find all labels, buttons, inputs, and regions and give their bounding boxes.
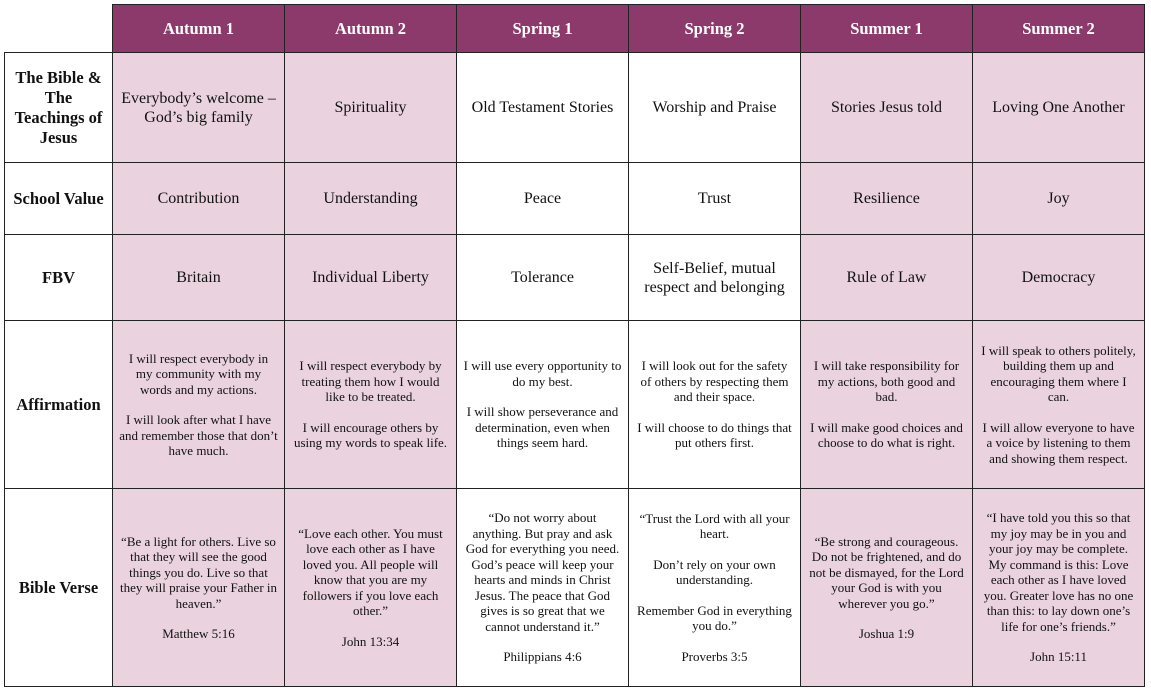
table-cell: Old Testament Stories [457,53,629,163]
verse-reference: Joshua 1:9 [858,626,915,641]
term-header-spring-1: Spring 1 [457,5,629,53]
school-value-row [5,163,1145,235]
verse-reference: Matthew 5:16 [162,626,235,641]
row-label-school-value: School Value [5,163,113,235]
table-cell [113,321,285,489]
bible-verse-row [5,489,1145,687]
verse-text: Remember God in everything you do.” [637,602,792,634]
term-header-autumn-2: Autumn 2 [285,5,457,53]
affirmation-row [5,321,1145,489]
table-cell: Individual Liberty [285,235,457,321]
corner-cell [5,5,113,53]
verse-reference: John 13:34 [341,633,400,649]
table-cell: Peace [457,163,629,235]
verse-reference: Proverbs 3:5 [681,648,748,664]
bible-teachings-row [5,53,1145,163]
verse-text: “Be a light for others. Live so that they will see the good things you do. Live so that they will praise your Father in heaven.” [119,533,278,611]
table-cell: Spirituality [285,53,457,163]
table-cell [285,489,457,687]
affirmation-text: I will encourage others by using my words to speak life. [293,419,448,451]
row-label-affirmation: Affirmation [5,321,113,489]
verse-text: “Do not worry about anything. But pray and ask God for everything you need. God’s peace will keep your hearts and minds in Christ Jesus. The peace that God gives is so great that we cannot understand it.” [465,510,620,634]
table-cell: Contribution [113,163,285,235]
term-header-autumn-1: Autumn 1 [113,5,285,53]
table-cell [113,489,285,687]
affirmation-text: I will show perseverance and determination, even when things seem hard. [466,404,619,451]
table-cell: Democracy [973,235,1145,321]
table-cell [457,321,629,489]
verse-text: “Trust the Lord with all your heart. [639,510,790,542]
table-cell [457,489,629,687]
table-cell: Britain [113,235,285,321]
term-header-summer-1: Summer 1 [801,5,973,53]
affirmation-text: I will speak to others politely, building them up and encouraging them where I can. [981,342,1136,405]
table-cell: Everybody’s welcome – God’s big family [113,53,285,163]
affirmation-text: I will take responsibility for my actions, both good and bad. [813,358,960,405]
row-label-fbv: FBV [5,235,113,321]
verse-text: Don’t rely on your own understanding. [653,556,776,588]
table-cell: Self-Belief, mutual respect and belonging [629,235,801,321]
affirmation-text: I will respect everybody by treating them how I would like to be treated. [299,358,442,405]
affirmation-text: I will choose to do things that put others first. [637,419,792,451]
table-cell [801,489,973,687]
table-cell: Joy [973,163,1145,235]
table-cell: Stories Jesus told [801,53,973,163]
term-header-summer-2: Summer 2 [973,5,1145,53]
table-cell: Resilience [801,163,973,235]
table-cell: Trust [629,163,801,235]
table-cell [973,321,1145,489]
affirmation-text: I will look after what I have and remember those that don’t have much. [119,412,278,458]
table-cell: Tolerance [457,235,629,321]
term-header-spring-2: Spring 2 [629,5,801,53]
fbv-row [5,235,1145,321]
affirmation-text: I will respect everybody in my community with my words and my actions. [128,350,269,397]
table-cell: Worship and Praise [629,53,801,163]
verse-reference: Philippians 4:6 [503,649,582,665]
affirmation-text: I will make good choices and choose to do what is right. [810,419,963,451]
row-label-bible-teachings: The Bible & The Teachings of Jesus [5,53,113,163]
affirmation-text: I will allow everyone to have a voice by listening to them and showing them respect. [982,419,1135,466]
table-cell [285,321,457,489]
verse-text: “Love each other. You must love each other as I have loved you. All people will know that you are my followers if you love each other.” [298,525,443,619]
table-cell [629,489,801,687]
table-cell: Understanding [285,163,457,235]
verse-text: “Be strong and courageous. Do not be frightened, and do not be dismayed, for the Lord your God is with you wherever you go.” [809,533,964,611]
table-cell [629,321,801,489]
curriculum-table [4,4,1145,687]
header-row [5,5,1145,53]
table-cell [801,321,973,489]
affirmation-text: I will look out for the safety of others by respecting them and their space. [640,358,789,405]
verse-text: “I have told you this so that my joy may be in you and your joy may be complete. My command is this: Love each other as I have loved you. Greater love has no one than this: to lay down one’s life for one’s friends.” [983,510,1134,634]
table-cell [973,489,1145,687]
table-cell: Loving One Another [973,53,1145,163]
affirmation-text: I will use every opportunity to do my best. [463,358,622,389]
verse-reference: John 15:11 [1030,649,1087,665]
table-cell: Rule of Law [801,235,973,321]
row-label-bible-verse: Bible Verse [5,489,113,687]
